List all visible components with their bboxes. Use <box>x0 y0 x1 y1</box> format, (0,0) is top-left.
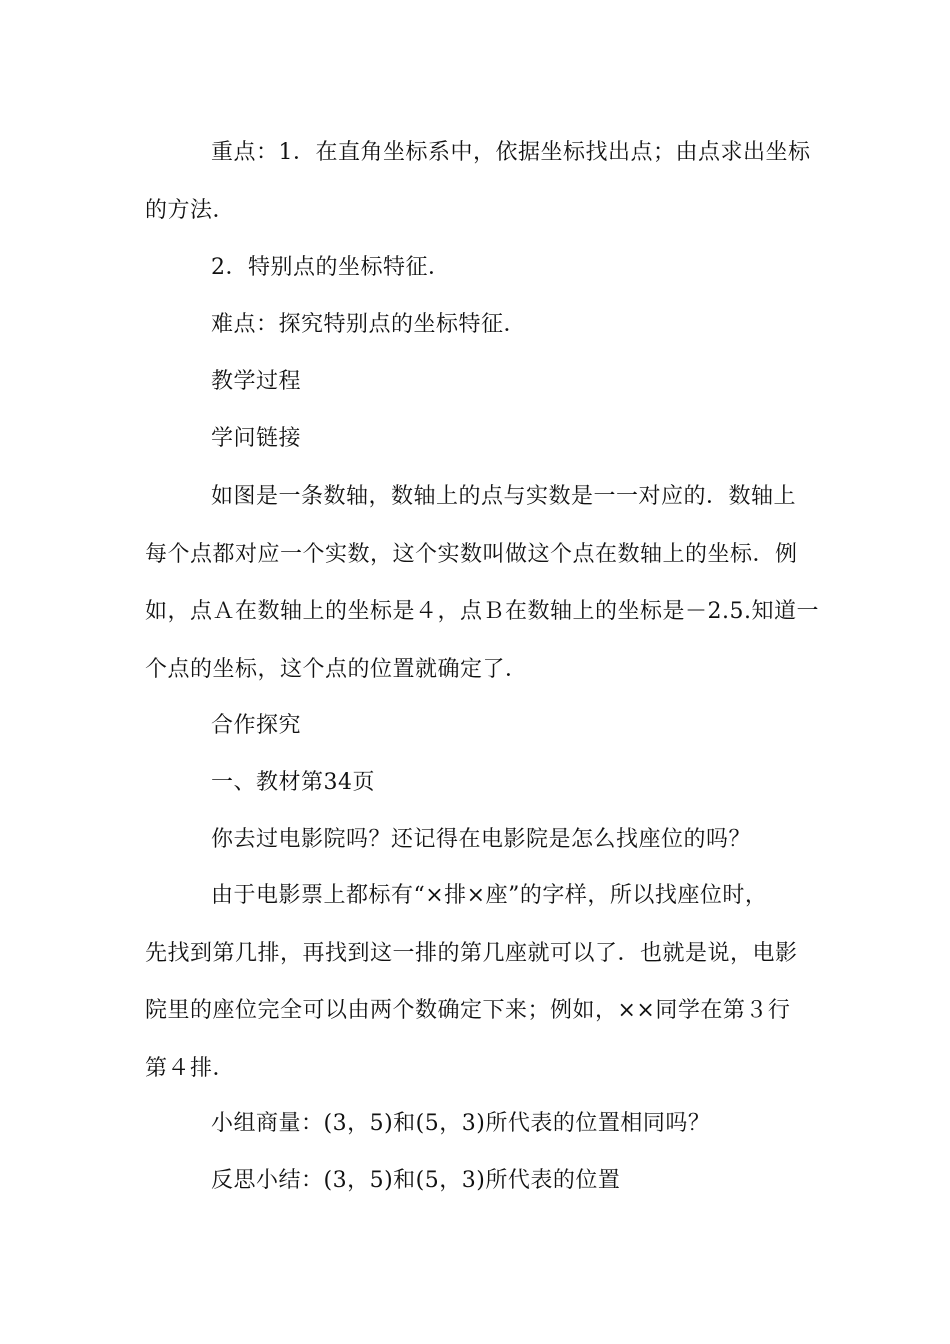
text-line: 第４排． <box>145 1055 236 1081</box>
text-line: 你去过电影院吗？还记得在电影院是怎么找座位的吗？ <box>211 827 752 852</box>
cinema-question-paragraph <box>145 811 810 869</box>
group-discussion-paragraph <box>145 1095 810 1153</box>
section-heading-cooperative-inquiry <box>145 697 810 755</box>
text-line: 如，点Ａ在数轴上的坐标是４，点Ｂ在数轴上的坐标是－2.5.知道一 <box>145 599 819 624</box>
text-line: 合作探究 <box>211 713 302 738</box>
text-line: 学问链接 <box>211 426 302 451</box>
text-line: 院里的座位完全可以由两个数确定下来；例如，××同学在第３行 <box>145 998 791 1023</box>
section-heading-knowledge-link <box>145 410 810 468</box>
key-point-2-paragraph <box>145 239 810 297</box>
cinema-explanation-paragraph <box>145 867 810 1097</box>
text-line: 教学过程 <box>211 369 302 394</box>
text-line: 难点：探究特别点的坐标特征． <box>211 312 527 337</box>
text-line: 小组商量：(3，5)和(5，3)所代表的位置相同吗？ <box>211 1111 711 1136</box>
key-points-paragraph <box>145 124 810 239</box>
text-line: 2．特别点的坐标特征． <box>211 255 451 280</box>
text-line: 个点的坐标，这个点的位置就确定了． <box>145 656 528 682</box>
section-heading-teaching-process <box>145 353 810 411</box>
text-line: 重点：1．在直角坐标系中，依据坐标找出点；由点求出坐标 <box>211 140 811 165</box>
text-line: 如图是一条数轴，数轴上的点与实数是一一对应的．数轴上 <box>211 484 797 509</box>
section-heading-textbook-page <box>145 754 810 812</box>
text-line: 的方法． <box>145 197 236 223</box>
text-line: 先找到第几排，再找到这一排的第几座就可以了．也就是说，电影 <box>145 940 798 966</box>
text-line: 反思小结：(3，5)和(5，3)所代表的位置 <box>211 1168 621 1193</box>
reflection-summary-paragraph <box>145 1152 810 1210</box>
difficult-point-paragraph <box>145 296 810 354</box>
text-line: 由于电影票上都标有“×排×座”的字样，所以找座位时， <box>211 883 768 908</box>
text-line: 一、教材第34页 <box>211 770 375 795</box>
number-axis-paragraph <box>145 468 819 698</box>
text-line: 每个点都对应一个实数，这个实数叫做这个点在数轴上的坐标．例 <box>145 541 798 567</box>
